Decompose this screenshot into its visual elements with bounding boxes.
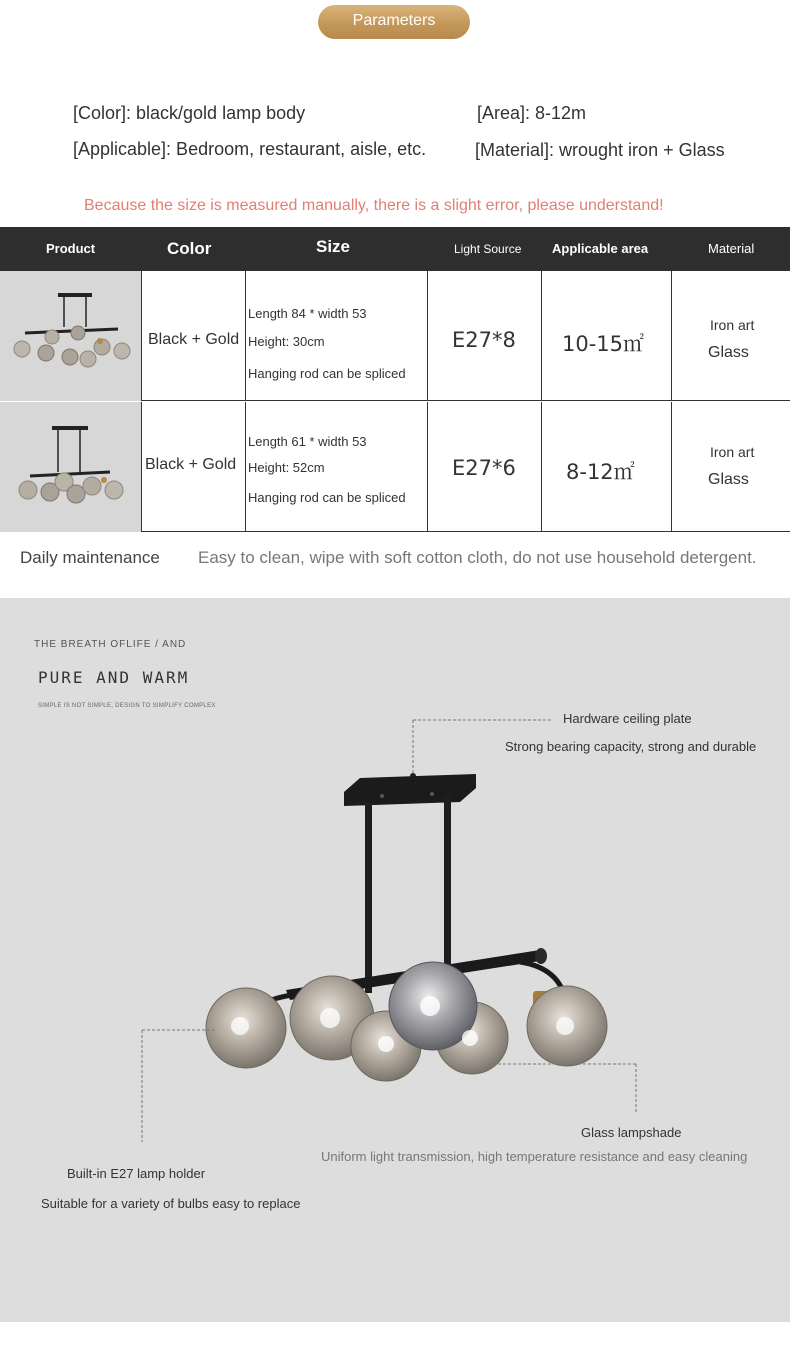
- area-value: 10-15㎡: [562, 332, 645, 356]
- lamp-thumbnail-6: [0, 402, 142, 532]
- parameters-section: [0, 0, 790, 598]
- th-product: Product: [46, 241, 96, 256]
- param-color: [Color]: black/gold lamp body: [73, 103, 306, 123]
- param-applicable: [Applicable]: Bedroom, restaurant, aisle, etc.: [73, 139, 427, 159]
- material-line: Glass: [708, 471, 749, 488]
- light-source-value: E27*8: [452, 328, 516, 352]
- footer-spacer: [0, 1322, 790, 1366]
- lamp-thumbnail-8: [0, 271, 142, 401]
- size-line: Height: 52cm: [248, 460, 325, 475]
- glass-lampshade-desc: Uniform light transmission, high temperature resistance and easy cleaning: [321, 1149, 748, 1164]
- material-line: Iron art: [710, 444, 755, 460]
- area-cell: [542, 271, 672, 401]
- light-source-cell: [428, 271, 542, 401]
- lamp-holder-title: Built-in E27 lamp holder: [67, 1166, 206, 1181]
- th-size: Size: [316, 237, 351, 256]
- ceiling-plate-title: Hardware ceiling plate: [563, 711, 692, 726]
- tagline-big: PURE AND WARM: [38, 668, 190, 687]
- material-cell: [672, 271, 790, 401]
- color-value: Black + Gold: [145, 456, 237, 473]
- size-line: Length 61 * width 53: [248, 434, 367, 449]
- light-source-cell: [428, 402, 542, 532]
- area-cell: [542, 402, 672, 532]
- table-row: [0, 402, 790, 532]
- color-value: Black + Gold: [148, 331, 240, 348]
- feature-section: [0, 598, 790, 1322]
- color-cell: [142, 402, 246, 532]
- th-applicable-area: Applicable area: [552, 241, 649, 256]
- light-source-value: E27*6: [452, 456, 516, 480]
- material-line: Iron art: [710, 317, 755, 333]
- size-line: Length 84 * width 53: [248, 306, 367, 321]
- ceiling-plate-desc: Strong bearing capacity, strong and durable: [505, 739, 757, 754]
- chandelier-illustration: [0, 598, 790, 1322]
- th-color: Color: [167, 239, 212, 258]
- tagline-tiny: SIMPLE IS NOT SIMPLE, DESIGN TO SIMPLIFY COMPLEX: [38, 703, 216, 709]
- tagline-small: THE BREATH OFLIFE / AND: [34, 639, 187, 650]
- product-thumbnail: [0, 402, 142, 532]
- area-value: 8-12㎡: [566, 460, 635, 484]
- table-header: [0, 227, 790, 271]
- color-cell: [142, 271, 246, 401]
- material-line: Glass: [708, 344, 749, 361]
- size-line: Height: 30cm: [248, 334, 325, 349]
- maintenance-text: Easy to clean, wipe with soft cotton cloth, do not use household detergent.: [198, 548, 757, 567]
- table-row: [0, 271, 790, 401]
- material-cell: [672, 402, 790, 532]
- size-cell: [246, 271, 428, 401]
- lamp-holder-desc: Suitable for a variety of bulbs easy to replace: [41, 1196, 301, 1211]
- param-area: [Area]: 8-12m: [477, 103, 587, 123]
- product-thumbnail: [0, 271, 142, 401]
- size-line: Hanging rod can be spliced: [248, 490, 406, 505]
- th-light-source: Light Source: [454, 242, 522, 256]
- size-line: Hanging rod can be spliced: [248, 366, 406, 381]
- th-material: Material: [708, 241, 755, 256]
- param-material: [Material]: wrought iron + Glass: [475, 140, 725, 160]
- parameters-pill: Parameters: [318, 5, 470, 39]
- glass-lampshade-title: Glass lampshade: [581, 1125, 682, 1140]
- size-cell: [246, 402, 428, 532]
- size-error-notice: Because the size is measured manually, there is a slight error, please understand!: [84, 197, 664, 214]
- maintenance-label: Daily maintenance: [20, 548, 160, 567]
